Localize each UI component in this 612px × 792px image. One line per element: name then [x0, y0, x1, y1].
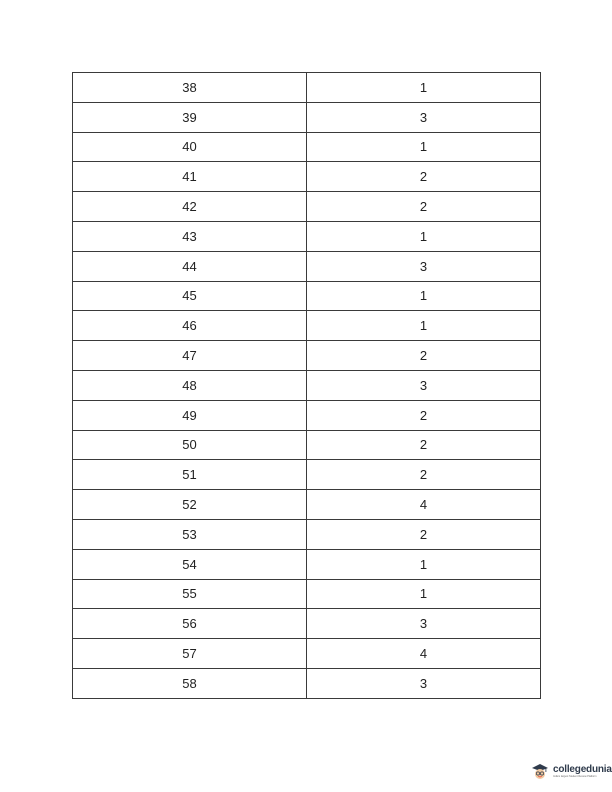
answer-option-cell: 2: [307, 162, 541, 192]
table-row: [73, 192, 541, 222]
table-row: [73, 400, 541, 430]
brand-name: collegedunia: [553, 764, 612, 776]
question-number-cell: 50: [73, 430, 307, 460]
answer-option-cell: 3: [307, 370, 541, 400]
question-number-cell: 38: [73, 73, 307, 103]
answer-option-cell: 2: [307, 430, 541, 460]
question-number-cell: 47: [73, 341, 307, 371]
question-number-cell: 55: [73, 579, 307, 609]
answer-option-cell: 4: [307, 639, 541, 669]
table-row: [73, 430, 541, 460]
answer-option-cell: 1: [307, 549, 541, 579]
table-row: [73, 460, 541, 490]
question-number-cell: 42: [73, 192, 307, 222]
question-number-cell: 43: [73, 221, 307, 251]
answer-option-cell: 2: [307, 519, 541, 549]
question-number-cell: 52: [73, 490, 307, 520]
answer-option-cell: 3: [307, 251, 541, 281]
question-number-cell: 58: [73, 668, 307, 698]
answer-option-cell: 1: [307, 311, 541, 341]
table-row: [73, 102, 541, 132]
question-number-cell: 51: [73, 460, 307, 490]
answer-option-cell: 2: [307, 400, 541, 430]
question-number-cell: 56: [73, 609, 307, 639]
question-number-cell: 41: [73, 162, 307, 192]
table-row: [73, 251, 541, 281]
table-row: [73, 519, 541, 549]
brand-tagline: India's largest Student Review Platform: [553, 775, 597, 779]
table-row: [73, 370, 541, 400]
question-number-cell: 46: [73, 311, 307, 341]
table-row: [73, 162, 541, 192]
table-row: [73, 549, 541, 579]
table-row: [73, 609, 541, 639]
question-number-cell: 57: [73, 639, 307, 669]
answer-key-table-body: [73, 73, 541, 699]
table-row: [73, 281, 541, 311]
table-row: [73, 73, 541, 103]
answer-option-cell: 3: [307, 102, 541, 132]
question-number-cell: 40: [73, 132, 307, 162]
answer-option-cell: 3: [307, 668, 541, 698]
answer-option-cell: 1: [307, 281, 541, 311]
question-number-cell: 53: [73, 519, 307, 549]
answer-option-cell: 1: [307, 579, 541, 609]
brand-text: [553, 765, 612, 779]
table-row: [73, 311, 541, 341]
answer-option-cell: 3: [307, 609, 541, 639]
table-row: [73, 639, 541, 669]
answer-option-cell: 4: [307, 490, 541, 520]
answer-key-table: [72, 72, 541, 699]
answer-option-cell: 2: [307, 192, 541, 222]
table-row: [73, 579, 541, 609]
collegedunia-logo: [530, 760, 612, 784]
answer-option-cell: 1: [307, 221, 541, 251]
table-row: [73, 221, 541, 251]
answer-option-cell: 1: [307, 73, 541, 103]
table-row: [73, 668, 541, 698]
question-number-cell: 49: [73, 400, 307, 430]
answer-option-cell: 2: [307, 341, 541, 371]
answer-option-cell: 2: [307, 460, 541, 490]
graduate-mascot-icon: [530, 762, 550, 782]
question-number-cell: 48: [73, 370, 307, 400]
table-row: [73, 490, 541, 520]
question-number-cell: 44: [73, 251, 307, 281]
table-row: [73, 341, 541, 371]
question-number-cell: 45: [73, 281, 307, 311]
question-number-cell: 39: [73, 102, 307, 132]
question-number-cell: 54: [73, 549, 307, 579]
table-row: [73, 132, 541, 162]
answer-option-cell: 1: [307, 132, 541, 162]
